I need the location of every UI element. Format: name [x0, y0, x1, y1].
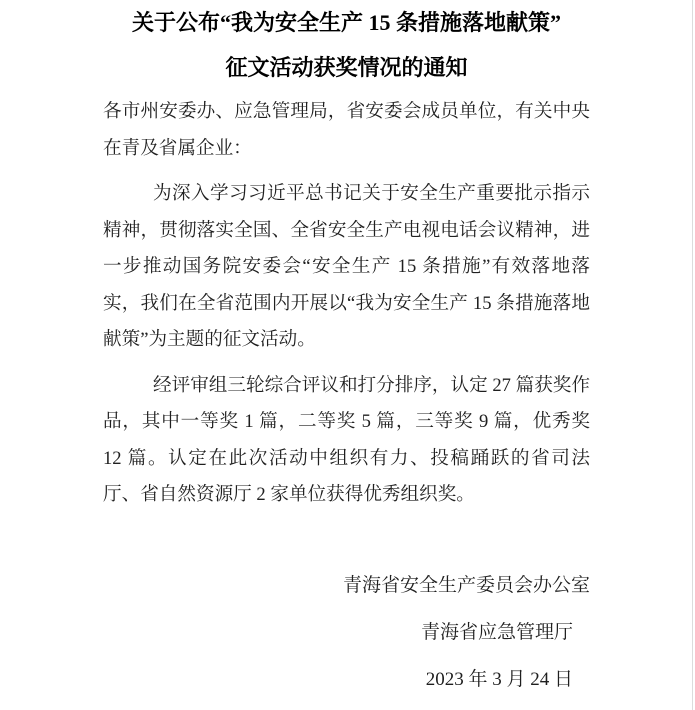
signer-safety-committee-office: 青海省安全生产委员会办公室 — [342, 574, 590, 596]
paragraph-activity-background: 为深入学习习近平总书记关于安全生产重要批示指示精神，贯彻落实全国、全省安全生产电视电话会议精神，进一步推动国务院安委会“安全生产 15 条措施”有效落地落实，我们在全省范围内开展以“我为安全生产 15 条措施落地献策”为主题的征文活动。 — [103, 183, 590, 350]
page-right-edge — [692, 0, 693, 710]
paragraph-award-results: 经评审组三轮综合评议和打分排序，认定 27 篇获奖作品，其中一等奖 1 篇，二等奖 5 篇，三等奖 9 篇，优秀奖 12 篇。认定在此次活动中组织有力、投稿踊跃的省司法厅、省自然资源厅 2 家单位获得优秀组织奖。 — [103, 374, 590, 505]
title-line-1: 关于公布“我为安全生产 15 条措施落地献策” — [131, 10, 561, 35]
document-date: 2023 年 3 月 24 日 — [425, 668, 573, 690]
title-line-2: 征文活动获奖情况的通知 — [225, 55, 468, 80]
signature-block — [103, 562, 590, 703]
addressee-line: 各市州安委办、应急管理局，省安委会成员单位，有关中央在青及省属企业： — [103, 101, 590, 159]
signer-emergency-management-dept: 青海省应急管理厅 — [420, 621, 573, 643]
document-title — [103, 0, 590, 90]
